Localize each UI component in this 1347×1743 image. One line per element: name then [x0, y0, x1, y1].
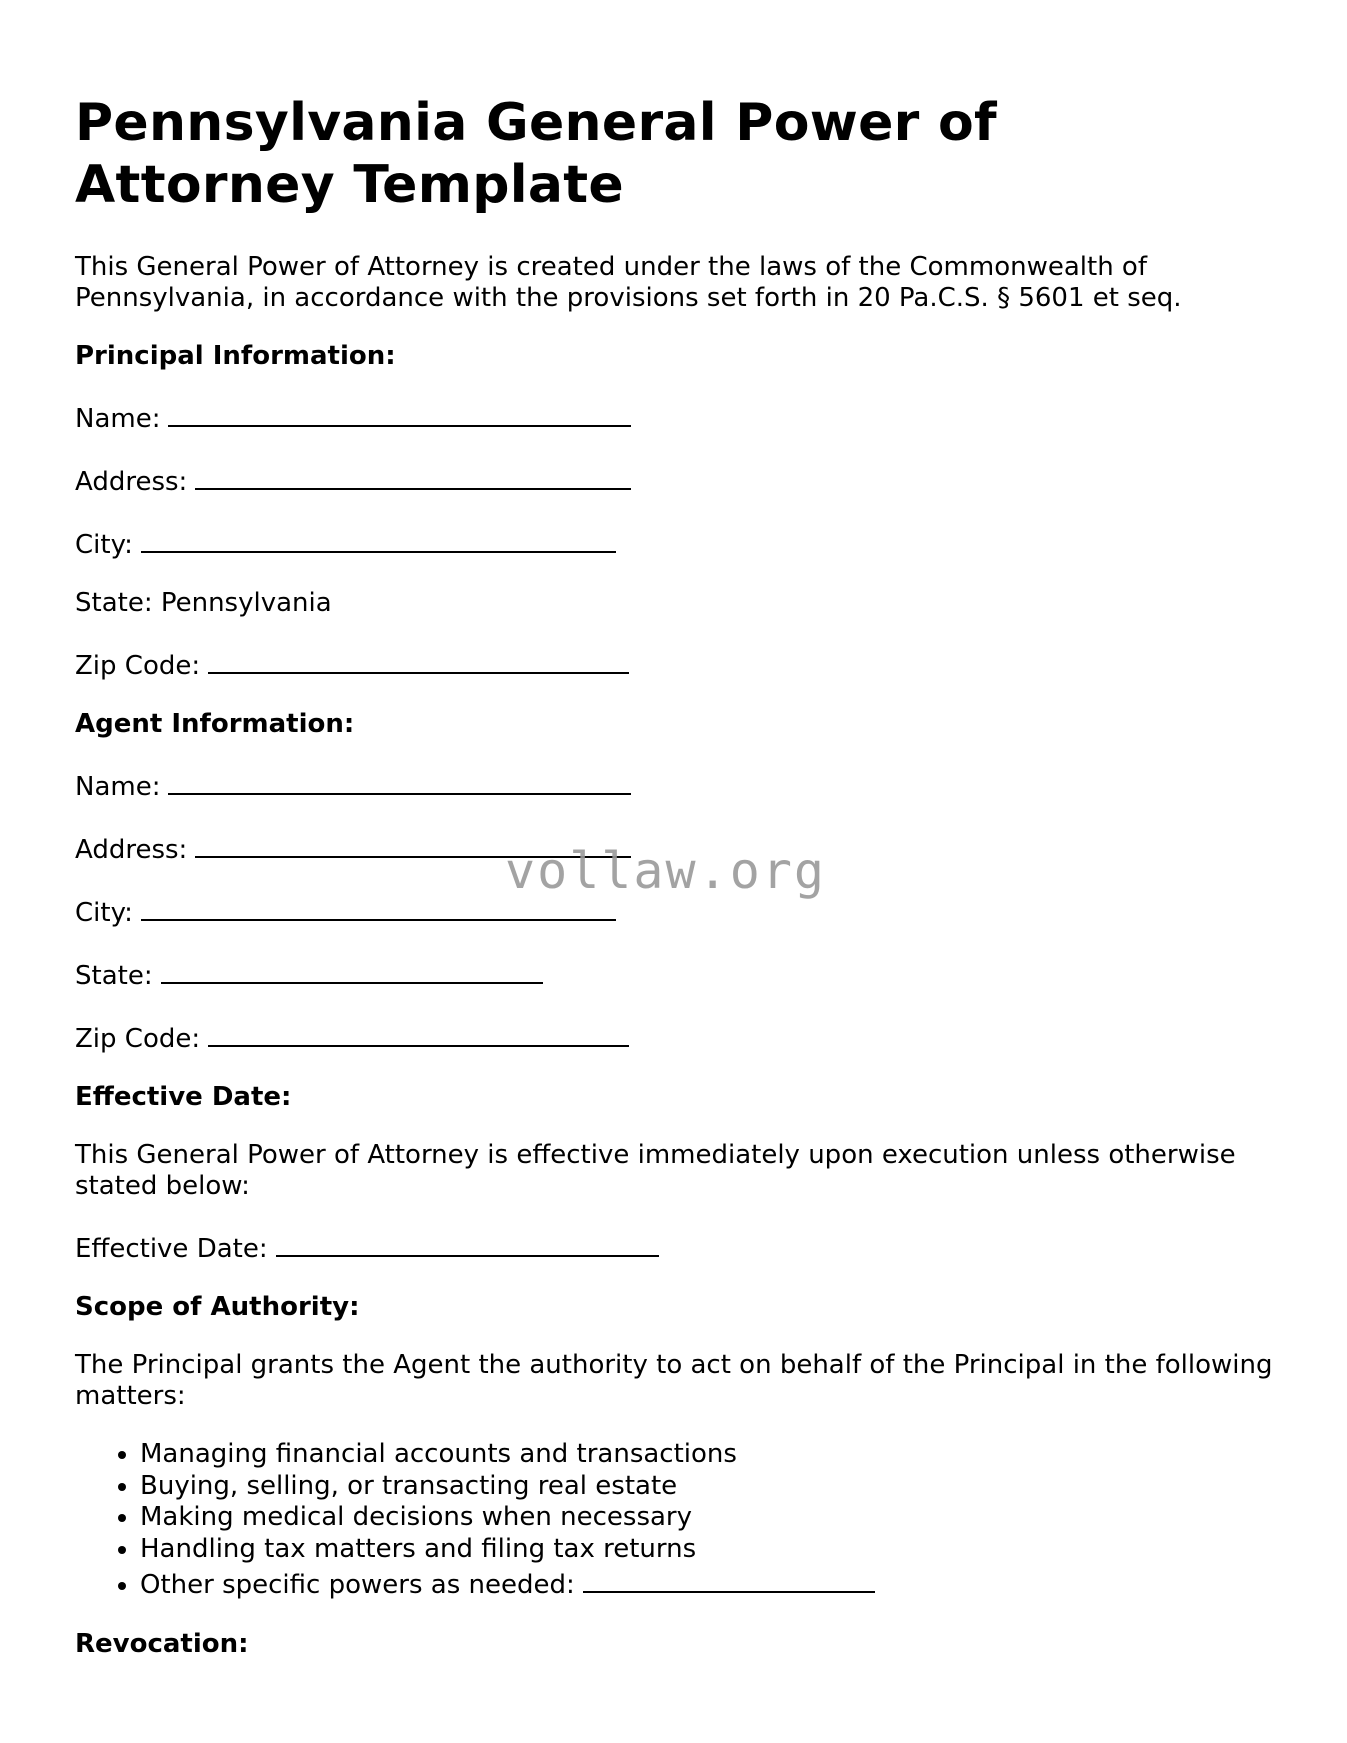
principal-address-blank[interactable]: [195, 462, 631, 490]
scope-item-text: Handling tax matters and filing tax returns: [140, 1533, 697, 1564]
scope-item-text: Other specific powers as needed:: [140, 1570, 575, 1600]
principal-state-field: [75, 588, 1275, 619]
agent-state-field[interactable]: [75, 956, 1275, 992]
principal-address-label: Address:: [75, 467, 188, 497]
scope-item-text: Buying, selling, or transacting real estate: [140, 1470, 678, 1501]
scope-item: [140, 1534, 1275, 1566]
principal-name-label: Name:: [75, 404, 161, 434]
principal-city-label: City:: [75, 530, 133, 560]
agent-name-field[interactable]: [75, 767, 1275, 803]
effective-date-label: Effective Date:: [75, 1234, 268, 1264]
principal-name-blank[interactable]: [168, 399, 631, 427]
principal-city-blank[interactable]: [141, 525, 616, 553]
revocation-heading: Revocation:: [75, 1628, 249, 1659]
principal-city-field[interactable]: [75, 525, 1275, 561]
agent-state-label: State:: [75, 961, 153, 991]
agent-city-label: City:: [75, 898, 133, 928]
agent-heading: Agent Information:: [75, 709, 355, 739]
principal-zip-field[interactable]: [75, 646, 1275, 682]
scope-item-text: Managing financial accounts and transactions: [140, 1439, 737, 1469]
principal-heading: Principal Information:: [75, 341, 396, 371]
principal-address-field[interactable]: [75, 462, 1275, 498]
agent-zip-label: Zip Code:: [75, 1024, 201, 1054]
agent-zip-field[interactable]: [75, 1019, 1275, 1055]
principal-state-label: State: Pennsylvania: [75, 588, 332, 618]
agent-name-label: Name:: [75, 772, 161, 802]
effective-date-field[interactable]: [75, 1229, 1275, 1265]
scope-heading: Scope of Authority:: [75, 1292, 360, 1322]
agent-name-blank[interactable]: [168, 767, 631, 795]
agent-address-label: Address:: [75, 835, 188, 865]
other-powers-blank[interactable]: [583, 1565, 875, 1593]
scope-item: [140, 1502, 1275, 1534]
scope-item: [140, 1471, 1275, 1503]
principal-zip-blank[interactable]: [208, 646, 629, 674]
agent-zip-blank[interactable]: [208, 1019, 629, 1047]
scope-item: [140, 1439, 1275, 1471]
scope-paragraph: The Principal grants the Agent the authority to act on behalf of the Principal in the following matters:: [75, 1350, 1273, 1411]
principal-zip-label: Zip Code:: [75, 651, 201, 681]
watermark: vollaw.org: [505, 842, 827, 900]
scope-list: [75, 1439, 1275, 1602]
effective-date-blank[interactable]: [276, 1229, 659, 1257]
intro-paragraph: This General Power of Attorney is created under the laws of the Commonwealth of Pennsylvania, in accordance with the provisions set forth in 20 Pa.C.S. § 5601 et seq.: [75, 252, 1182, 313]
scope-item-text: Making medical decisions when necessary: [140, 1502, 692, 1532]
agent-state-blank[interactable]: [161, 956, 543, 984]
principal-name-field[interactable]: [75, 399, 1275, 435]
effective-date-paragraph: This General Power of Attorney is effective immediately upon execution unless otherwise stated below:: [75, 1140, 1236, 1201]
effective-date-heading: Effective Date:: [75, 1082, 292, 1112]
scope-item[interactable]: [140, 1565, 1275, 1602]
document-title: Pennsylvania General Power of Attorney Template: [75, 93, 997, 215]
